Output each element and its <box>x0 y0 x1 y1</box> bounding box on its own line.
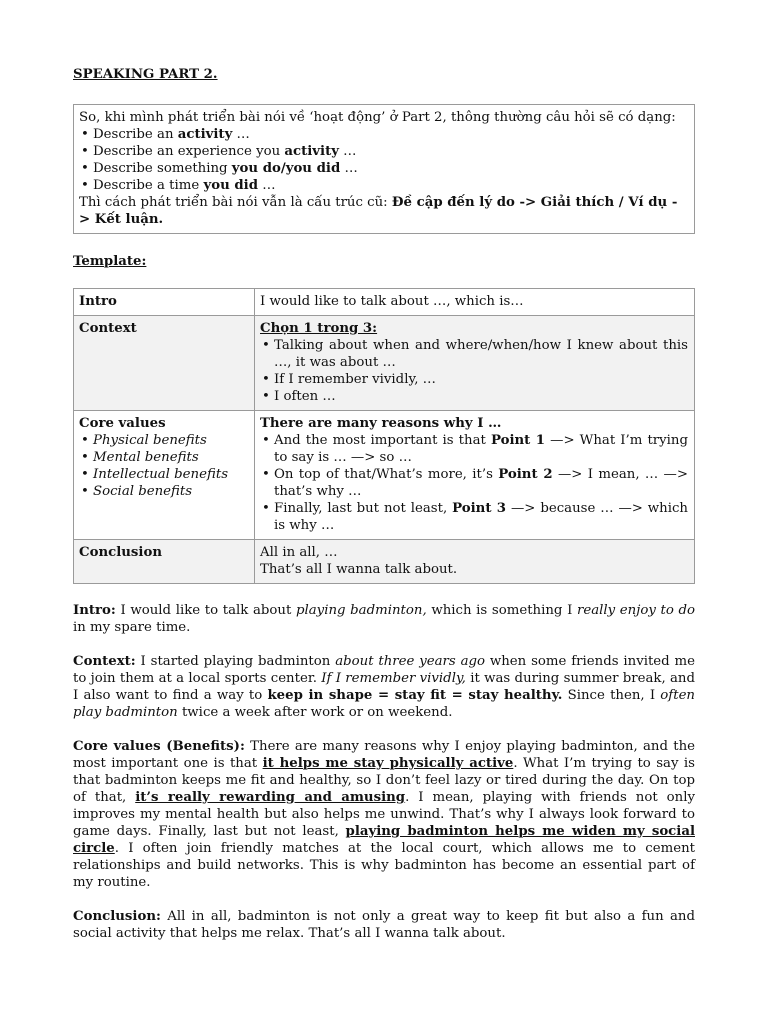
context-heading: Chọn 1 trong 3: <box>260 321 378 336</box>
table-row-conclusion <box>74 540 695 584</box>
question-form-item: • Describe a time you did … <box>79 177 688 194</box>
conclusion-line: All in all, … <box>260 545 338 560</box>
table-row-core-values <box>74 411 695 540</box>
core-values-heading: There are many reasons why I … <box>260 416 502 431</box>
sample-intro-paragraph: Intro: I would like to talk about playing badminton, which is something I really enjoy to do in my spare time. <box>73 603 695 635</box>
benefits-list <box>79 432 248 500</box>
question-form-item: • Describe an experience you activity … <box>79 143 688 160</box>
row-content-intro: I would like to talk about …, which is… <box>255 289 695 316</box>
list-item: • Talking about when and where/when/how I knew about this …, it was about … <box>260 337 688 371</box>
row-label-intro: Intro <box>74 289 255 316</box>
question-form-item: • Describe an activity … <box>79 126 688 143</box>
context-options-list <box>260 337 688 405</box>
sample-core-values-paragraph: Core values (Benefits): There are many reasons why I enjoy playing badminton, and the most important one is that it helps me stay physically active. What I’m trying to say is that badminton keeps me fit and healthy, so I don’t feel lazy or tired during the day. On top of that, it’s really rewarding and amusing. I mean, playing with friends not only improves my mental health but also helps me unwind. That’s why I always look forward to game days. Finally, last but not least, playing badminton helps me widen my social circle. I often join friendly matches at the local court, which allows me to cement relationships and build networks. This is why badminton has become an essential part of my routine. <box>73 739 696 890</box>
row-content-context <box>255 316 695 411</box>
sample-conclusion-paragraph: Conclusion: All in all, badminton is not only a great way to keep fit but also a fun and social activity that helps me relax. That’s all I wanna talk about. <box>73 909 695 941</box>
row-label-conclusion: Conclusion <box>74 540 255 584</box>
document-title: SPEAKING PART 2. <box>73 67 218 82</box>
question-form-item: • Describe something you do/you did … <box>79 160 688 177</box>
list-item: • Social benefits <box>79 483 248 500</box>
row-label-core-values <box>74 411 255 540</box>
row-content-conclusion <box>255 540 695 584</box>
list-item: • I often … <box>260 388 688 405</box>
row-content-core-values <box>255 411 695 540</box>
list-item: • Physical benefits <box>79 432 248 449</box>
template-table <box>73 288 695 584</box>
question-forms-list <box>79 126 688 194</box>
instruction-closing: Thì cách phát triển bài nói vẫn là cấu trúc cũ: Đề cập đến lý do -> Giải thích / Ví dụ -> Kết luận. <box>79 195 678 227</box>
instruction-box <box>73 104 695 234</box>
sample-context-paragraph: Context: I started playing badminton about three years ago when some friends invited me to join them at a local sports center. If I remember vividly, it was during summer break, and I also want to find a way to keep in shape = stay fit = stay healthy. Since then, I often play badminton twice a week after work or on weekend. <box>73 654 696 720</box>
table-row-intro <box>74 289 695 316</box>
conclusion-line: That’s all I wanna talk about. <box>260 562 458 577</box>
template-label: Template: <box>73 254 147 269</box>
points-list <box>260 432 688 534</box>
core-values-label: Core values <box>79 416 166 431</box>
row-label-context: Context <box>74 316 255 411</box>
list-item: • And the most important is that Point 1 —> What I’m trying to say is … —> so … <box>260 432 688 466</box>
list-item: • On top of that/What’s more, it’s Point 2 —> I mean, … —> that’s why … <box>260 466 688 500</box>
table-row-context <box>74 316 695 411</box>
list-item: • Mental benefits <box>79 449 248 466</box>
instruction-intro: So, khi mình phát triển bài nói về ‘hoạt động’ ở Part 2, thông thường câu hỏi sẽ có dạng: <box>79 110 676 125</box>
list-item: • Intellectual benefits <box>79 466 248 483</box>
list-item: • Finally, last but not least, Point 3 —> because … —> which is why … <box>260 500 688 534</box>
list-item: • If I remember vividly, … <box>260 371 688 388</box>
document-page <box>73 66 695 942</box>
